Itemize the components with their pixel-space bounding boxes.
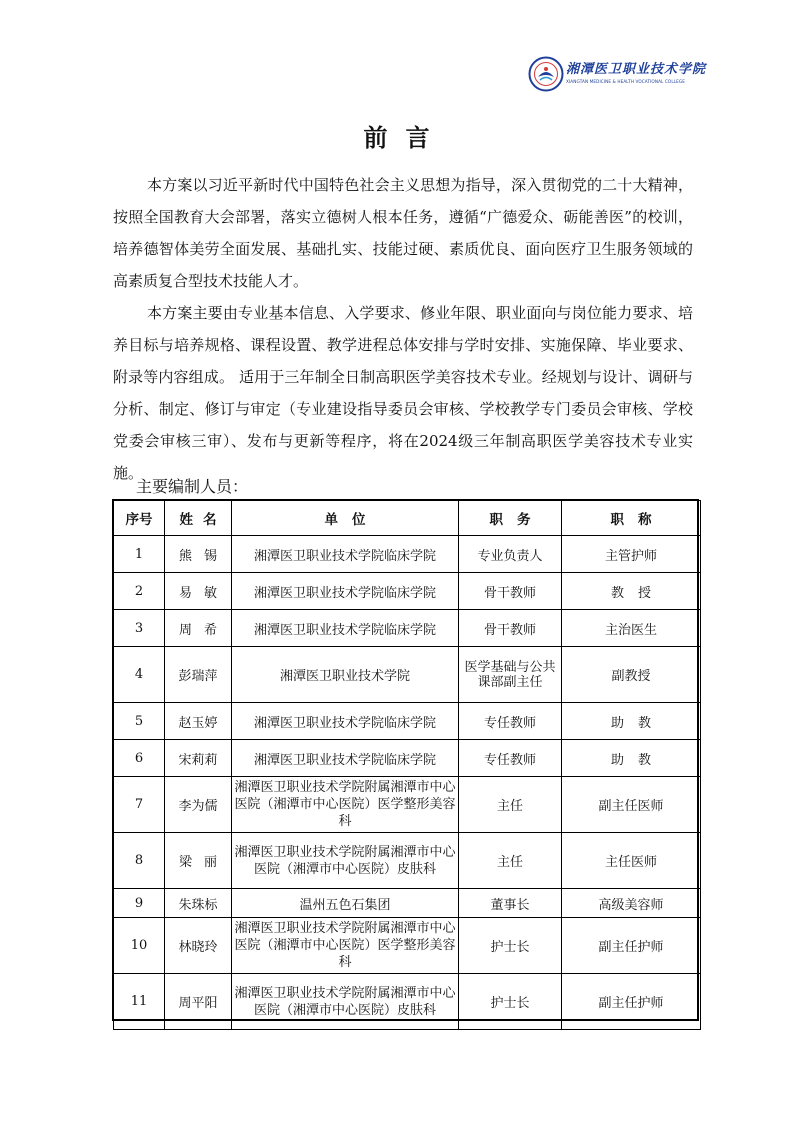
cell-no: 10	[114, 918, 165, 974]
cell-no: 2	[114, 573, 165, 610]
cell-unit: 湘潭医卫职业技术学院临床学院	[232, 573, 459, 610]
table-row	[114, 536, 701, 573]
col-header-title: 职称	[562, 501, 701, 536]
cell-post: 护士长	[459, 918, 562, 974]
cell-no: 9	[114, 889, 165, 918]
staff-heading: 主要编制人员：	[136, 477, 249, 496]
table-row	[114, 777, 701, 833]
cell-no: 5	[114, 703, 165, 740]
college-emblem-icon	[528, 56, 564, 92]
cell-unit: 湘潭医卫职业技术学院	[232, 647, 459, 703]
table-row	[114, 918, 701, 974]
cell-title: 副教授	[562, 647, 701, 703]
table-row	[114, 974, 701, 1030]
college-logo	[528, 56, 707, 92]
cell-title: 主任医师	[562, 833, 701, 889]
table-row	[114, 647, 701, 703]
staff-table	[113, 500, 701, 1030]
intro-paragraph-2: 本方案主要由专业基本信息、入学要求、修业年限、职业面向与岗位能力要求、培养目标与培养规格、课程设置、教学进程总体安排与学时安排、实施保障、毕业要求、附录等内容组成。 适用于三年制全日制高职医学美容技术专业。经规划与设计、调研与分析、制定、修订与审定（专业建设指导委员会审核、学校教学专门委员会审核、学校党委会审核三审）、发布与更新等程序，将在2024级三年制高职医学美容技术专业实施。	[113, 304, 693, 482]
col-header-name: 姓名	[165, 501, 232, 536]
table-header-row	[114, 501, 701, 536]
cell-title: 高级美容师	[562, 889, 701, 918]
cell-title: 主管护师	[562, 536, 701, 573]
cell-post: 护士长	[459, 974, 562, 1030]
cell-unit: 湘潭医卫职业技术学院临床学院	[232, 610, 459, 647]
cell-name: 李为儒	[165, 777, 232, 833]
table-row	[114, 610, 701, 647]
cell-title: 教授	[562, 573, 701, 610]
cell-name: 周平阳	[165, 974, 232, 1030]
table-row	[114, 833, 701, 889]
cell-unit: 湘潭医卫职业技术学院临床学院	[232, 703, 459, 740]
col-header-unit: 单位	[232, 501, 459, 536]
table-row	[114, 740, 701, 777]
cell-post: 专业负责人	[459, 536, 562, 573]
cell-name: 宋莉莉	[165, 740, 232, 777]
cell-unit: 湘潭医卫职业技术学院附属湘潭市中心医院（湘潭市中心医院）医学整形美容科	[232, 777, 459, 833]
cell-name: 易敏	[165, 573, 232, 610]
cell-name: 梁丽	[165, 833, 232, 889]
cell-name: 朱珠标	[165, 889, 232, 918]
cell-no: 4	[114, 647, 165, 703]
cell-title: 副主任护师	[562, 918, 701, 974]
cell-title: 副主任医师	[562, 777, 701, 833]
cell-title: 副主任护师	[562, 974, 701, 1030]
cell-name: 熊锡	[165, 536, 232, 573]
cell-no: 1	[114, 536, 165, 573]
cell-post: 主任	[459, 777, 562, 833]
cell-no: 7	[114, 777, 165, 833]
cell-title: 主治医生	[562, 610, 701, 647]
cell-title: 助教	[562, 703, 701, 740]
cell-post: 董事长	[459, 889, 562, 918]
cell-no: 11	[114, 974, 165, 1030]
cell-unit: 温州五色石集团	[232, 889, 459, 918]
cell-no: 3	[114, 610, 165, 647]
table-row	[114, 573, 701, 610]
college-name-cn: 湘潭医卫职业技术学院	[566, 62, 707, 77]
cell-post: 骨干教师	[459, 573, 562, 610]
cell-name: 林晓玲	[165, 918, 232, 974]
col-header-no: 序号	[114, 501, 165, 536]
cell-unit: 湘潭医卫职业技术学院附属湘潭市中心医院（湘潭市中心医院）医学整形美容科	[232, 918, 459, 974]
cell-name: 周希	[165, 610, 232, 647]
cell-post: 主任	[459, 833, 562, 889]
college-name-en: XIANGTAN MEDICINE & HEALTH VOCATIONAL COLLEGE	[566, 79, 686, 84]
table-row	[114, 889, 701, 918]
cell-title: 助教	[562, 740, 701, 777]
table-row	[114, 703, 701, 740]
cell-no: 8	[114, 833, 165, 889]
cell-no: 6	[114, 740, 165, 777]
intro-paragraph-1: 本方案以习近平新时代中国特色社会主义思想为指导，深入贯彻党的二十大精神， 按照全国教育大会部署，落实立德树人根本任务，遵循“广德爱众、砺能善医”的校训，培养德智体美劳全面发展、基础扎实、技能过硬、素质优良、面向医疗卫生服务领域的高素质复合型技术技能人才。	[113, 176, 693, 290]
col-header-post: 职务	[459, 501, 562, 536]
cell-post: 骨干教师	[459, 610, 562, 647]
cell-post: 医学基础与公共课部副主任	[459, 647, 562, 703]
cell-unit: 湘潭医卫职业技术学院附属湘潭市中心医院（湘潭市中心医院）皮肤科	[232, 833, 459, 889]
cell-name: 彭瑞萍	[165, 647, 232, 703]
cell-post: 专任教师	[459, 703, 562, 740]
cell-name: 赵玉婷	[165, 703, 232, 740]
cell-unit: 湘潭医卫职业技术学院临床学院	[232, 740, 459, 777]
cell-unit: 湘潭医卫职业技术学院临床学院	[232, 536, 459, 573]
page-title: 前言	[363, 124, 448, 152]
cell-post: 专任教师	[459, 740, 562, 777]
cell-unit: 湘潭医卫职业技术学院附属湘潭市中心医院（湘潭市中心医院）皮肤科	[232, 974, 459, 1030]
